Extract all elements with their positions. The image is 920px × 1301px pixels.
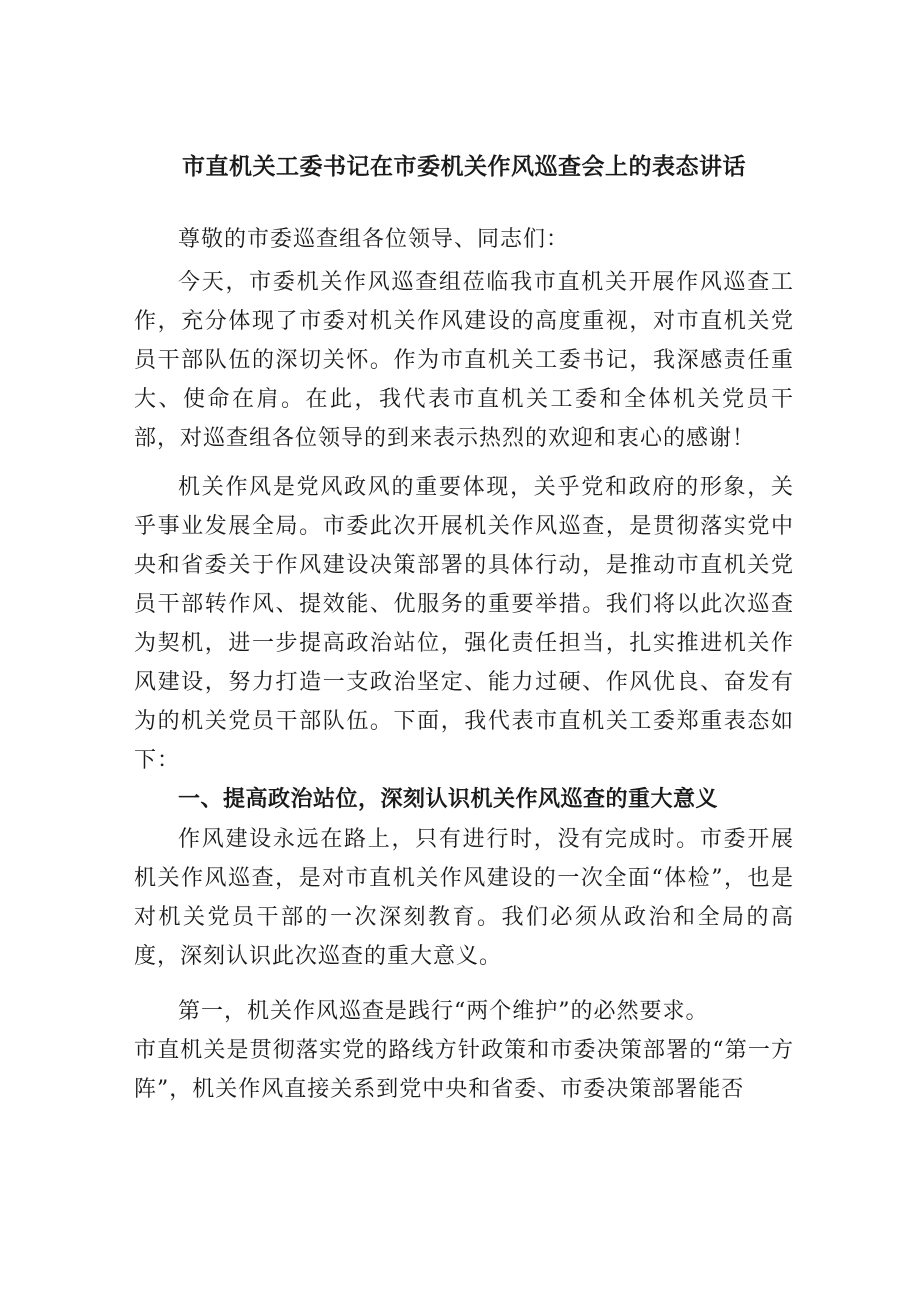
- document-page: [134, 150, 794, 1109]
- section-paragraph-1: 作风建设永远在路上，只有进行时，没有完成时。市委开展机关作风巡查，是对市直机关作风建设的一次全面“体检”，也是对机关党员干部的一次深刻教育。我们必须从政治和全局的高度，深刻认识此次巡查的重大意义。: [134, 827, 794, 969]
- paragraph-opening: 今天，市委机关作风巡查组莅临我市直机关开展作风巡查工作，充分体现了市委对机关作风建设的高度重视，对市直机关党员干部队伍的深切关怀。作为市直机关工委书记，我深感责任重大、使命在肩。在此，我代表市直机关工委和全体机关党员干部，对巡查组各位领导的到来表示热烈的欢迎和衷心的感谢！: [134, 270, 794, 451]
- paragraph-importance: 机关作风是党风政风的重要体现，关乎党和政府的形象，关乎事业发展全局。市委此次开展机关作风巡查，是贯彻落实党中央和省委关于作风建设决策部署的具体行动，是推动市直机关党员干部转作风、提效能、优服务的重要举措。我们将以此次巡查为契机，进一步提高政治站位，强化责任担当，扎实推进机关作风建设，努力打造一支政治坚定、能力过硬、作风优良、奋发有为的机关党员干部队伍。下面，我代表市直机关工委郑重表态如下：: [134, 475, 794, 773]
- point-first-continuation: 市直机关是贯彻落实党的路线方针政策和市委决策部署的“第一方阵”，机关作风直接关系到党中央和省委、市委决策部署能否: [134, 1038, 794, 1102]
- document-title: 市直机关工委书记在市委机关作风巡查会上的表态讲话: [182, 154, 746, 180]
- salutation: 尊敬的市委巡查组各位领导、同志们：: [178, 227, 570, 252]
- section-heading-1: 一、提高政治站位，深刻认识机关作风巡查的重大意义: [178, 787, 719, 812]
- point-first: 第一，机关作风巡查是践行“两个维护”的必然要求。: [178, 999, 709, 1024]
